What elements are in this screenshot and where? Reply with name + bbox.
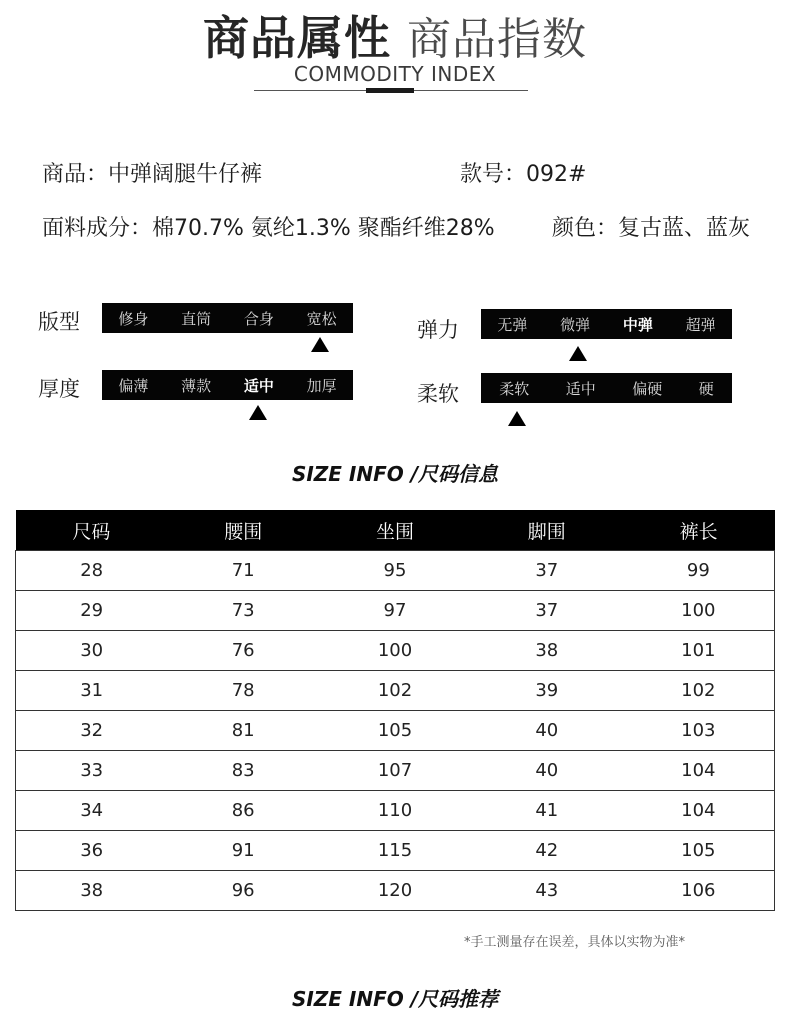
table-cell: 42: [471, 831, 623, 871]
fit-option: 宽松: [306, 309, 337, 328]
table-row: [16, 671, 775, 711]
table-cell: 97: [319, 591, 471, 631]
table-cell: 100: [623, 591, 775, 631]
table-cell: 100: [319, 631, 471, 671]
table-cell: 96: [167, 871, 319, 911]
table-cell: 29: [16, 591, 168, 631]
table-cell: 107: [319, 751, 471, 791]
softness-option: 硬: [698, 379, 714, 398]
table-cell: 38: [16, 871, 168, 911]
table-row: [16, 711, 775, 751]
table-cell: 102: [319, 671, 471, 711]
size-table-header: 腰围: [167, 510, 319, 551]
page-subtitle: COMMODITY INDEX: [293, 62, 497, 86]
elasticity-option: 微弹: [560, 315, 591, 334]
thickness-option: 适中: [243, 376, 274, 395]
fit-option: 修身: [118, 309, 149, 328]
softness-option: 偏硬: [632, 379, 663, 398]
table-cell: 104: [623, 791, 775, 831]
table-cell: 115: [319, 831, 471, 871]
table-row: [16, 871, 775, 911]
fit-scale: [102, 303, 353, 333]
thickness-option: 加厚: [306, 376, 337, 395]
table-row: [16, 751, 775, 791]
thickness-indicator-arrow-icon: [249, 405, 267, 420]
table-cell: 28: [16, 551, 168, 591]
table-row: [16, 791, 775, 831]
table-cell: 86: [167, 791, 319, 831]
table-cell: 106: [623, 871, 775, 911]
table-row: [16, 831, 775, 871]
table-cell: 40: [471, 751, 623, 791]
thickness-option: 薄款: [181, 376, 212, 395]
elasticity-scale: [481, 309, 732, 339]
softness-option: 柔软: [499, 379, 530, 398]
size-table-header: 脚围: [471, 510, 623, 551]
table-cell: 30: [16, 631, 168, 671]
table-cell: 102: [623, 671, 775, 711]
table-cell: 38: [471, 631, 623, 671]
elasticity-option: 中弹: [622, 315, 653, 334]
fit-indicator-arrow-icon: [311, 337, 329, 352]
table-cell: 32: [16, 711, 168, 751]
table-cell: 81: [167, 711, 319, 751]
softness-label: 柔软: [417, 382, 459, 406]
table-cell: 83: [167, 751, 319, 791]
table-cell: 39: [471, 671, 623, 711]
fit-label: 版型: [38, 310, 80, 334]
elasticity-option: 超弹: [685, 315, 716, 334]
title-light: 商品指数: [407, 14, 587, 65]
table-row: [16, 631, 775, 671]
table-cell: 120: [319, 871, 471, 911]
product-name: 商品：中弹阔腿牛仔裤: [42, 162, 263, 187]
size-info-title: SIZE INFO /尺码信息: [291, 462, 499, 486]
style-number: 款号：092#: [460, 162, 587, 187]
table-cell: 78: [167, 671, 319, 711]
size-table-header: 尺码: [16, 510, 168, 551]
thickness-scale: [102, 370, 353, 400]
product-color: 颜色：复古蓝、蓝灰: [552, 216, 751, 241]
elasticity-indicator-arrow-icon: [569, 346, 587, 361]
table-cell: 105: [319, 711, 471, 751]
title-divider-accent: [366, 88, 414, 93]
fit-option: 直筒: [181, 309, 212, 328]
softness-scale: [481, 373, 732, 403]
size-table-header: 坐围: [319, 510, 471, 551]
table-cell: 103: [623, 711, 775, 751]
table-cell: 31: [16, 671, 168, 711]
measurement-note: *手工测量存在误差，具体以实物为准*: [464, 935, 686, 950]
table-cell: 76: [167, 631, 319, 671]
table-cell: 101: [623, 631, 775, 671]
table-cell: 37: [471, 591, 623, 631]
table-cell: 105: [623, 831, 775, 871]
table-cell: 40: [471, 711, 623, 751]
table-cell: 73: [167, 591, 319, 631]
table-cell: 43: [471, 871, 623, 911]
thickness-label: 厚度: [38, 377, 80, 401]
table-row: [16, 551, 775, 591]
table-cell: 99: [623, 551, 775, 591]
table-cell: 71: [167, 551, 319, 591]
softness-indicator-arrow-icon: [508, 411, 526, 426]
title-bold: 商品属性: [203, 11, 391, 65]
elasticity-option: 无弹: [497, 315, 528, 334]
page-title: [0, 2, 790, 65]
table-cell: 33: [16, 751, 168, 791]
table-cell: 91: [167, 831, 319, 871]
table-cell: 36: [16, 831, 168, 871]
fabric-composition: 面料成分：棉70.7% 氨纶1.3% 聚酯纤维28%: [42, 216, 495, 241]
table-cell: 41: [471, 791, 623, 831]
thickness-option: 偏薄: [118, 376, 149, 395]
elasticity-label: 弹力: [417, 318, 459, 342]
size-table-header-row: [16, 510, 775, 551]
table-cell: 104: [623, 751, 775, 791]
table-cell: 110: [319, 791, 471, 831]
fit-option: 合身: [243, 309, 274, 328]
table-row: [16, 591, 775, 631]
size-table-header: 裤长: [623, 510, 775, 551]
size-table: [15, 510, 775, 911]
table-cell: 34: [16, 791, 168, 831]
table-cell: 37: [471, 551, 623, 591]
size-recommend-title: SIZE INFO /尺码推荐: [291, 987, 499, 1011]
table-cell: 95: [319, 551, 471, 591]
softness-option: 适中: [565, 379, 596, 398]
